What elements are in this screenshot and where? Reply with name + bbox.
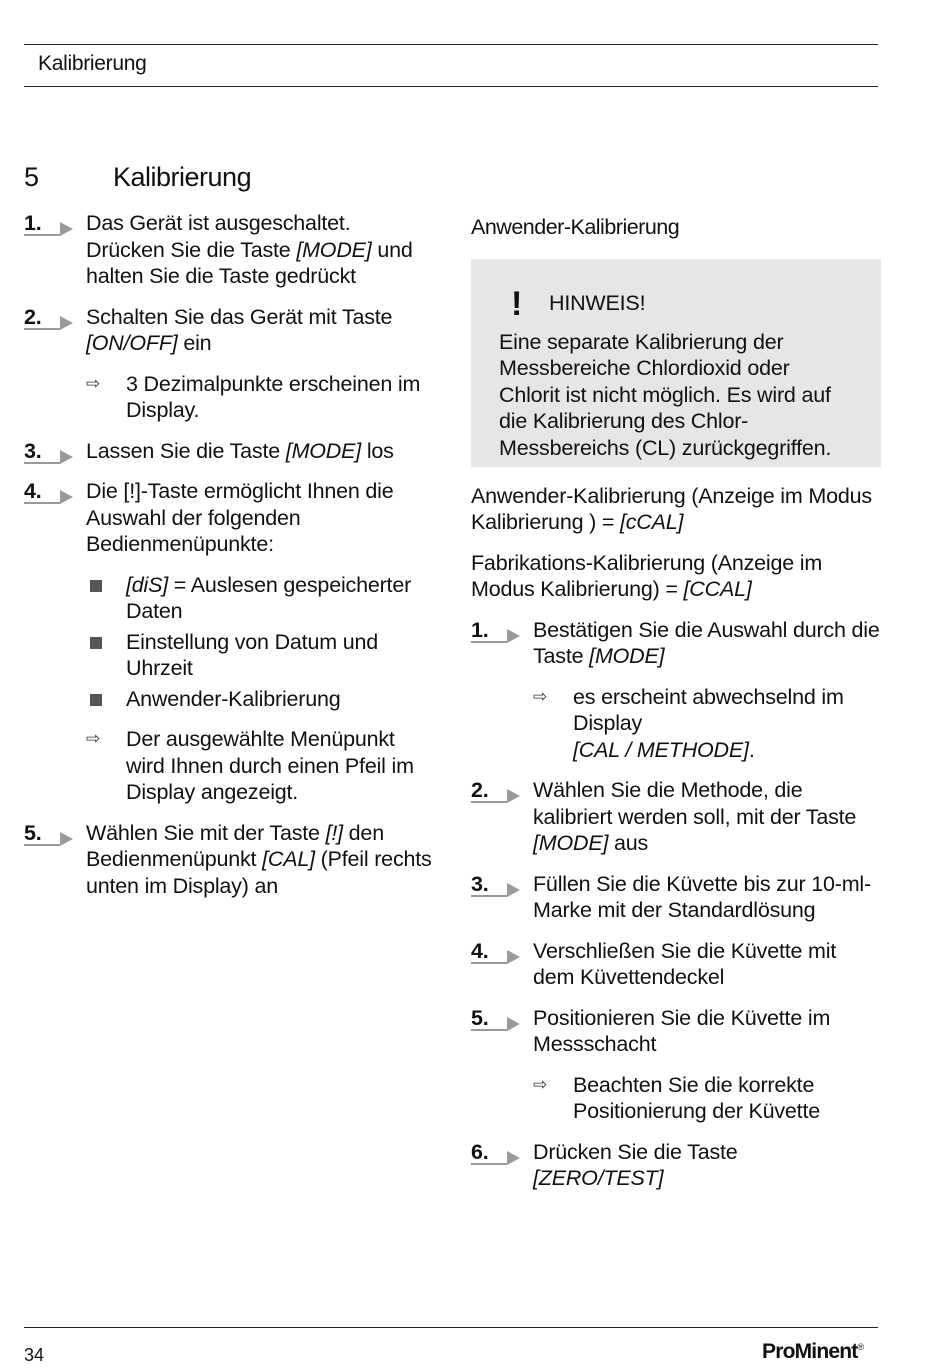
- step-item: 4. Verschließen Sie die Küvette mit dem Küvettendeckel: [471, 938, 837, 989]
- bullet-square-icon: [90, 694, 102, 706]
- result-arrow-icon: ⇨: [86, 729, 101, 748]
- step-item: 1. Bestätigen Sie die Auswahl durch die Taste [MODE]: [471, 617, 880, 668]
- right-column: [471, 210, 881, 1206]
- step-item: 2. Schalten Sie das Gerät mit Taste [ON/OFF] ein: [24, 304, 393, 355]
- paragraph: Anwender-Kalibrierung (Anzeige im Modus Kalibrierung ) = [cCAL]: [471, 483, 872, 534]
- step-item: 6. Drücken Sie die Taste [ZERO/TEST]: [471, 1139, 738, 1190]
- brand-logo: ProMinent®: [762, 1340, 864, 1363]
- step-number: 5.: [24, 820, 74, 848]
- result-arrow-icon: ⇨: [533, 1074, 548, 1094]
- result-item: ⇨ Beachten Sie die korrekte Positionierung der Küvette: [533, 1072, 820, 1123]
- result-item: ⇨ 3 Dezimalpunkte erscheinen im Display.: [86, 371, 421, 422]
- note-title: HINWEIS!: [549, 291, 646, 316]
- key-label: [!]: [325, 820, 343, 845]
- key-label: [ON/OFF]: [86, 331, 178, 355]
- step-arrow-icon: [507, 1017, 520, 1031]
- step-number: 2.: [24, 304, 74, 332]
- note-box: [471, 259, 881, 467]
- step-number: 4.: [24, 478, 74, 506]
- step-number: 2.: [471, 777, 521, 805]
- result-item: ⇨ Der ausgewählte Menüpunkt wird Ihnen durch einen Pfeil im Display angezeigt.: [86, 727, 414, 804]
- bullet-item: [diS] = Auslesen gespeicherter Daten: [24, 572, 434, 625]
- step-item: 5. Positionieren Sie die Küvette im Messschacht: [471, 1005, 831, 1056]
- step-number: 4.: [471, 938, 521, 966]
- step-arrow-icon: [507, 883, 520, 897]
- running-header: Kalibrierung: [38, 52, 147, 75]
- step-item: 5. Wählen Sie mit der Taste [!] den Bedienmenüpunkt [CAL] (Pfeil rechts unten im Display) an: [24, 820, 432, 898]
- page-number: 34: [24, 1345, 45, 1365]
- step-arrow-icon: [60, 450, 73, 464]
- step-number: 6.: [471, 1139, 521, 1167]
- key-label: [CAL]: [262, 847, 315, 871]
- header-rule-bottom: [24, 86, 878, 87]
- step-arrow-icon: [60, 832, 73, 846]
- bullet-item: Einstellung von Datum und Uhrzeit: [24, 629, 434, 682]
- key-label: [MODE]: [285, 438, 362, 463]
- step-number: 3.: [24, 438, 74, 466]
- step-arrow-icon: [507, 629, 520, 643]
- header-rule-top: [24, 44, 878, 45]
- step-arrow-icon: [60, 490, 73, 504]
- key-label: [ZERO/TEST]: [533, 1166, 664, 1190]
- step-arrow-icon: [507, 950, 520, 964]
- bullet-square-icon: [90, 637, 102, 649]
- bullet-item: Anwender-Kalibrierung: [24, 686, 434, 713]
- step-item: 2. Wählen Sie die Methode, die kalibriert werden soll, mit der Taste [MODE] aus: [471, 778, 857, 855]
- step-arrow-icon: [60, 316, 73, 330]
- exclamation-icon: !: [511, 284, 523, 323]
- paragraph: Fabrikations-Kalibrierung (Anzeige im Modus Kalibrierung) = [CCAL]: [471, 550, 823, 601]
- step-arrow-icon: [507, 1151, 520, 1165]
- chapter-number: 5: [24, 162, 40, 192]
- key-label: [MODE]: [533, 831, 609, 855]
- step-item: 4. Die [!]-Taste ermöglicht Ihnen die Auswahl der folgenden Bedienmenüpunkte:: [24, 479, 394, 556]
- left-column: [24, 210, 434, 913]
- step-item: 3. Füllen Sie die Küvette bis zur 10-ml-Marke mit der Standardlösung: [471, 871, 871, 922]
- chapter-title: Kalibrierung: [113, 162, 252, 192]
- step-item: 3. Lassen Sie die Taste [MODE] los: [24, 438, 434, 465]
- step-item: 1. Das Gerät ist ausgeschaltet. Drücken Sie die Taste [MODE] und halten Sie die Taste gedrückt: [24, 211, 413, 288]
- step-number: 1.: [24, 210, 74, 238]
- result-arrow-icon: ⇨: [86, 373, 101, 393]
- footer-rule: [24, 1327, 878, 1328]
- bullet-square-icon: [90, 580, 102, 592]
- step-number: 1.: [471, 617, 521, 645]
- result-arrow-icon: ⇨: [533, 686, 548, 706]
- step-arrow-icon: [507, 789, 520, 803]
- step-number: 3.: [471, 871, 521, 899]
- section-heading: Anwender-Kalibrierung: [471, 215, 680, 239]
- key-label: [MODE]: [296, 237, 372, 262]
- note-text: Eine separate Kalibrierung der Messbereiche Chlordioxid oder Chlorit ist nicht möglich. Es wird auf die Kalibrierung des Chlor-Messbereichs (CL) zurückgegriffen.: [499, 329, 832, 460]
- key-label: [MODE]: [589, 644, 665, 668]
- result-item: ⇨ es erscheint abwechselnd im Display [CAL / METHODE].: [533, 684, 844, 762]
- step-number: 5.: [471, 1005, 521, 1033]
- step-arrow-icon: [60, 222, 73, 236]
